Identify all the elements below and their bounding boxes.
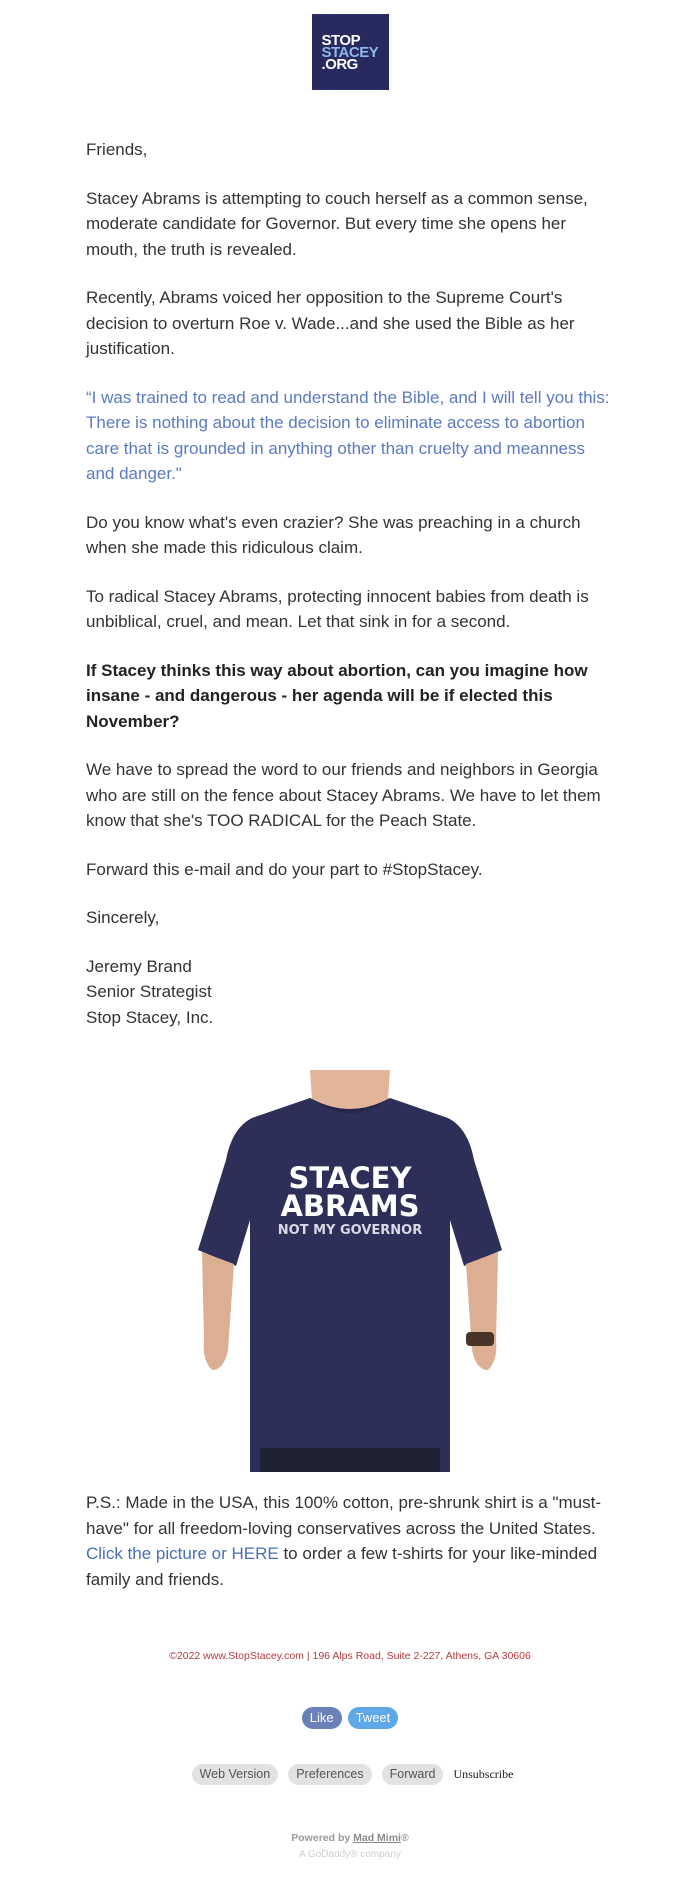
tshirt-image-link[interactable] — [0, 1070, 700, 1477]
signature-org: Stop Stacey, Inc. — [86, 1007, 214, 1027]
paragraph-4: To radical Stacey Abrams, protecting innocent babies from death is unbiblical, cruel, and mean. Let that sink in for a second. — [86, 586, 589, 631]
shirt-text-tagline: NOT MY GOVERNOR — [277, 1223, 423, 1238]
shirt-text-stacey: STACEY — [288, 1161, 412, 1195]
stop-stacey-logo[interactable] — [312, 14, 389, 90]
signature-title: Senior Strategist — [86, 982, 212, 1001]
ps-text-before: P.S.: Made in the USA, this 100% cotton, pre-shrunk shirt is a "must-have" for all freedom-loving conservatives across the United States. — [86, 1493, 602, 1538]
logo-line-org: .ORG — [321, 56, 358, 73]
powered-by — [0, 1832, 700, 1844]
shirt-text-abrams: ABRAMS — [280, 1189, 420, 1223]
powered-by-text: Powered by — [291, 1832, 354, 1844]
registered-mark: ® — [400, 1832, 409, 1844]
bold-paragraph: If Stacey thinks this way about abortion, can you imagine how insane - and dangerous - her agenda will be if elected this November? — [86, 660, 588, 731]
like-button[interactable]: Like — [302, 1707, 342, 1729]
paragraph-6: We have to spread the word to our friends and neighbors in Georgia who are still on the fence about Stacey Abrams. We have to let them know that she's TOO RADICAL for the Peach State. — [86, 760, 601, 830]
tweet-button[interactable]: Tweet — [348, 1707, 399, 1729]
paragraph-2: Recently, Abrams voiced her opposition to the Supreme Court's decision to overturn Roe v. Wade...and she used the Bible as her justification. — [86, 288, 575, 358]
logo-line-stop: STOP — [321, 32, 361, 49]
social-buttons — [0, 1707, 700, 1729]
tshirt-photo[interactable] — [198, 1070, 502, 1472]
paragraph-3: Do you know what's even crazier? She was preaching in a church when she made this ridiculous claim. — [86, 512, 581, 557]
paragraph-7: Forward this e-mail and do your part to #StopStacey. — [86, 859, 483, 879]
abrams-quote: “I was trained to read and understand the Bible, and I will tell you this: There is nothing about the decision to eliminate access to abortion care that is grounded in anything other than cruelty and meanness and danger." — [86, 387, 610, 483]
godaddy-note: A GoDaddy® company — [299, 1849, 401, 1860]
web-version-link[interactable]: Web Version — [192, 1764, 279, 1785]
footer-address: ©2022 www.StopStacey.com | 196 Alps Road, Suite 2-227, Athens, GA 30606 — [169, 1650, 531, 1662]
unsubscribe-link[interactable]: Unsubscribe — [453, 1767, 514, 1781]
preferences-link[interactable]: Preferences — [288, 1764, 371, 1785]
postscript — [86, 1490, 616, 1592]
paragraph-1: Stacey Abrams is attempting to couch herself as a common sense, moderate candidate for Governor. But every time she opens her mouth, the truth is revealed. — [86, 188, 588, 259]
ps-text-after: to order a few t-shirts for your like-minded family and friends. — [86, 1544, 598, 1589]
order-shirt-link[interactable]: Click the picture or HERE — [86, 1544, 279, 1563]
footer-links — [0, 1764, 700, 1785]
greeting: Friends, — [86, 140, 148, 159]
closing: Sincerely, — [86, 908, 160, 927]
signature — [86, 954, 616, 1031]
logo-line-stacey: STACEY — [321, 44, 379, 61]
logo-header — [0, 14, 700, 90]
letter-body — [86, 137, 616, 1053]
mad-mimi-link[interactable]: Mad Mimi — [353, 1832, 401, 1844]
signature-name: Jeremy Brand — [86, 956, 192, 976]
forward-link[interactable]: Forward — [382, 1764, 444, 1785]
